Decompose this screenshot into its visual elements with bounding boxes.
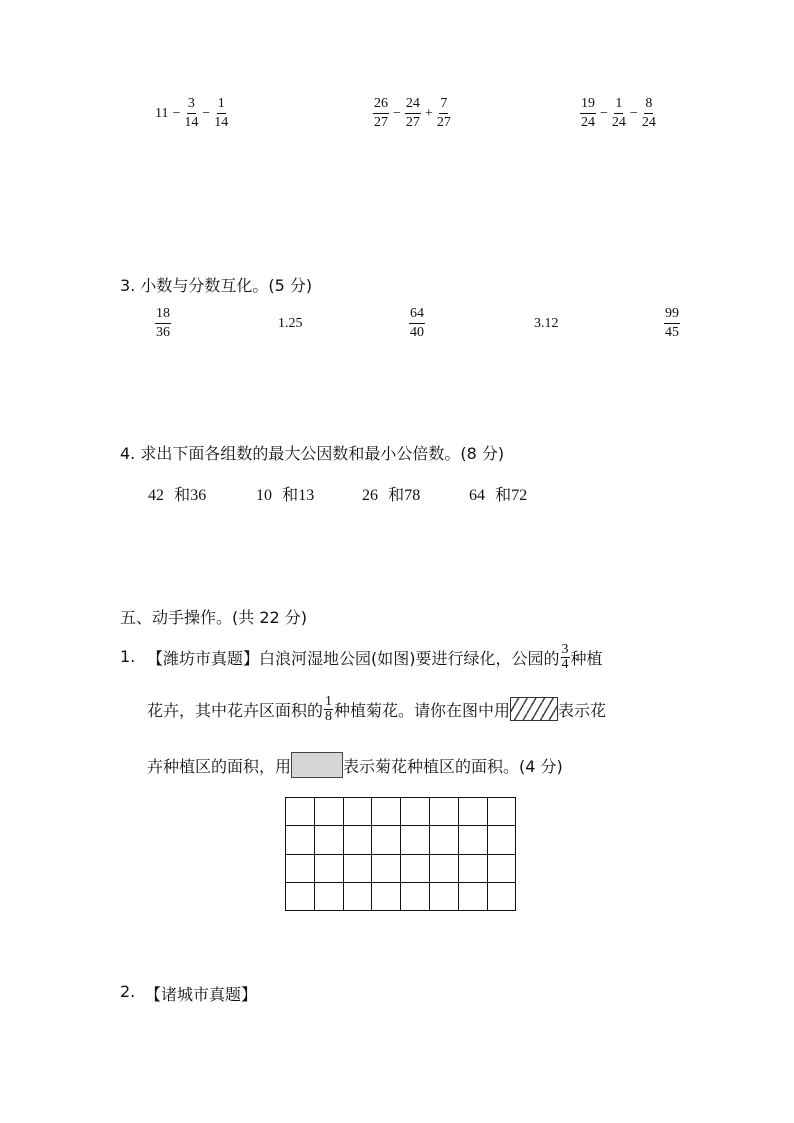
grid-cell[interactable] [286,854,315,882]
question-4-title: 4. 求出下面各组数的最大公因数和最小公倍数。(8 分) [120,444,505,463]
question-3-title: 3. 小数与分数互化。(5 分) [120,276,313,295]
grid-cell[interactable] [458,826,487,854]
grid-row [286,826,516,854]
grid-cell[interactable] [429,854,458,882]
q3-item-5: $\frac{99}{45}$ [665,306,679,340]
problem-2-number: 2. [120,982,136,1001]
grid-cell[interactable] [401,798,430,826]
grid-cell[interactable] [458,882,487,910]
grid-cell[interactable] [401,854,430,882]
grid-table [285,797,516,911]
fraction: $\frac{24}{27}$ [405,96,420,130]
q3-item-1: $\frac{18}{36}$ [156,306,170,340]
problem-1-line-2: 花卉，其中花卉区面积的 1 8 种植菊花。请你在图中用 表示花 [147,693,607,724]
q4-pair-3: 26 和78 [362,485,421,504]
grid-cell[interactable] [314,826,343,854]
grid-cell[interactable] [487,798,516,826]
expression-2: $\frac{26}{27}$ − $\frac{24}{27}$ + $\frac{7}{27}$ [374,96,451,130]
grid-cell[interactable] [401,826,430,854]
grid-cell[interactable] [314,854,343,882]
problem-2-text: 【诸城市真题】 [145,985,258,1004]
grid-cell[interactable] [286,826,315,854]
fraction-one-eighth: 1 8 [325,693,333,724]
q3-item-3: $\frac{64}{40}$ [410,306,424,340]
grid-row [286,798,516,826]
q3-item-2: 1.25 [278,316,303,331]
grid-cell[interactable] [372,798,401,826]
fraction: $\frac{26}{27}$ [374,96,388,130]
problem-1-line-1: 【潍坊市真题】白浪河湿地公园(如图)要进行绿化，公园的 3 4 种植 [147,641,603,672]
grid-cell[interactable] [343,798,372,826]
grid-cell[interactable] [429,826,458,854]
park-grid-figure [285,797,516,911]
q3-item-4: 3.12 [534,316,559,331]
grid-cell[interactable] [343,854,372,882]
fraction: $\frac{8}{24}$ [641,96,656,130]
grid-cell[interactable] [372,826,401,854]
expression-3: $\frac{19}{24}$ − $\frac{1}{24}$ − $\frac{8}{24}$ [581,96,656,130]
fraction: $\frac{3}{14}$ [184,96,199,130]
grid-cell[interactable] [487,826,516,854]
expression-1: 11 − $\frac{3}{14}$ − $\frac{1}{14}$ [155,96,229,130]
section-5-title: 五、动手操作。(共 22 分) [120,608,308,627]
grid-cell[interactable] [458,798,487,826]
grid-cell[interactable] [487,854,516,882]
fraction: $\frac{19}{24}$ [581,96,595,130]
grid-cell[interactable] [429,882,458,910]
grid-cell[interactable] [314,798,343,826]
gray-legend-swatch [291,752,343,778]
grid-row [286,882,516,910]
grid-cell[interactable] [487,882,516,910]
grid-cell[interactable] [343,882,372,910]
q4-pair-2: 10 和13 [256,485,315,504]
fraction: $\frac{7}{27}$ [436,96,451,130]
fraction-three-quarters: 3 4 [561,641,569,672]
grid-cell[interactable] [286,882,315,910]
fraction: $\frac{1}{14}$ [214,96,229,130]
hatch-legend-swatch [510,697,558,721]
grid-cell[interactable] [343,826,372,854]
grid-cell[interactable] [429,798,458,826]
grid-cell[interactable] [286,798,315,826]
problem-1-number: 1. [120,647,136,666]
grid-cell[interactable] [372,882,401,910]
grid-cell[interactable] [401,882,430,910]
q4-pair-1: 42 和36 [148,485,207,504]
problem-1-line-3: 卉种植区的面积，用 表示菊花种植区的面积。(4 分) [147,745,563,785]
grid-cell[interactable] [458,854,487,882]
q4-pair-4: 64 和72 [469,485,528,504]
grid-row [286,854,516,882]
grid-cell[interactable] [372,854,401,882]
grid-cell[interactable] [314,882,343,910]
fraction: $\frac{1}{24}$ [611,96,626,130]
